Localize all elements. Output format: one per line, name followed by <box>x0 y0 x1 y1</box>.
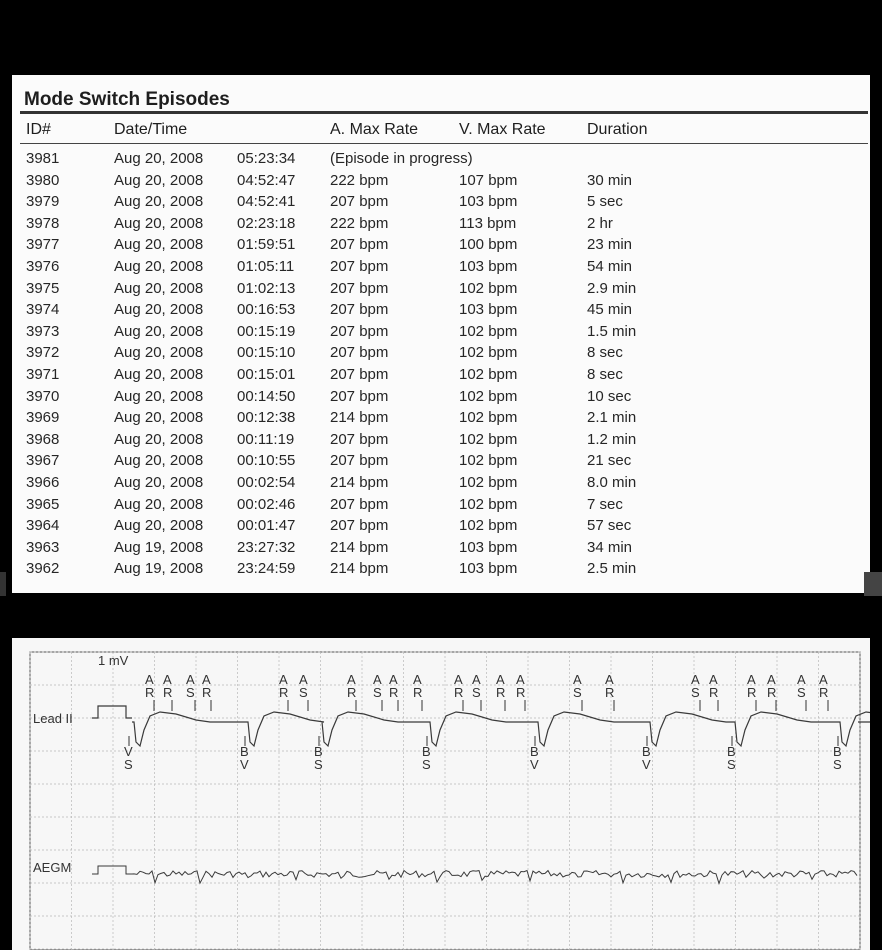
episode-time: 01:02:13 <box>237 279 296 297</box>
table-row <box>12 472 870 494</box>
atrial-marker-bottom: R <box>709 685 719 700</box>
episode-date: Aug 20, 2008 <box>114 473 204 491</box>
header-datetime: Date/Time <box>114 121 188 138</box>
episode-v-max-rate: 103 bpm <box>459 538 518 556</box>
episode-time: 00:11:19 <box>237 430 295 448</box>
episode-a-max-rate: 207 bpm <box>330 322 389 340</box>
episode-duration: 34 min <box>587 538 633 556</box>
episode-duration: 21 sec <box>587 452 632 470</box>
ventricular-marker-channel <box>124 736 842 772</box>
episode-v-max-rate: 113 bpm <box>459 214 517 232</box>
episode-v-max-rate: 102 bpm <box>459 473 518 491</box>
episode-a-max-rate: 207 bpm <box>330 387 389 405</box>
ventricular-marker-top: B <box>422 744 431 759</box>
episode-date: Aug 20, 2008 <box>114 214 204 232</box>
episode-id: 3981 <box>26 150 60 167</box>
episode-duration: 57 sec <box>587 517 632 535</box>
episode-date: Aug 20, 2008 <box>114 365 204 383</box>
episode-date: Aug 19, 2008 <box>114 538 204 556</box>
atrial-marker-top: A <box>767 672 776 687</box>
ecg-grid <box>30 652 860 950</box>
ventricular-marker-top: V <box>124 744 133 759</box>
episode-id: 3967 <box>26 452 60 470</box>
atrial-marker-top: A <box>347 672 356 687</box>
episode-id: 3974 <box>26 301 60 319</box>
episode-v-max-rate: 102 bpm <box>459 409 518 427</box>
table-row <box>12 342 870 364</box>
scale-label: 1 mV <box>98 653 129 668</box>
episode-a-max-rate: 207 bpm <box>330 257 389 275</box>
atrial-marker-top: A <box>496 672 505 687</box>
scan-edge-mark <box>864 572 882 596</box>
title-rule <box>20 111 868 114</box>
episode-v-max-rate: 102 bpm <box>459 365 518 383</box>
atrial-marker-top: A <box>145 672 154 687</box>
table-row <box>12 407 870 429</box>
episode-date: Aug 20, 2008 <box>114 322 204 340</box>
episode-time: 23:24:59 <box>237 560 296 578</box>
episode-a-max-rate: 207 bpm <box>330 344 389 362</box>
episode-a-max-rate: 207 bpm <box>330 452 389 470</box>
episode-time: 04:52:41 <box>237 193 296 211</box>
atrial-marker-bottom: R <box>145 685 155 700</box>
episode-v-max-rate: 102 bpm <box>459 517 518 535</box>
episode-a-max-rate: 214 bpm <box>330 538 389 556</box>
atrial-marker-top: A <box>709 672 718 687</box>
episode-duration: 30 min <box>587 171 633 189</box>
episode-v-max-rate: 102 bpm <box>459 322 518 340</box>
lead-ii-trace <box>132 712 870 746</box>
episode-id: 3970 <box>26 387 60 405</box>
episode-time: 00:16:53 <box>237 301 296 319</box>
episode-duration: 5 sec <box>587 193 623 211</box>
atrial-marker-bottom: R <box>413 685 423 700</box>
atrial-marker-bottom: R <box>347 685 357 700</box>
atrial-marker-top: A <box>373 672 382 687</box>
table-row <box>12 537 870 559</box>
episode-time: 00:15:10 <box>237 344 296 362</box>
episode-time: 00:02:46 <box>237 495 296 513</box>
ventricular-marker-bottom: S <box>124 757 133 772</box>
atrial-marker-bottom: S <box>186 685 195 700</box>
episode-time: 04:52:47 <box>237 171 296 189</box>
episode-id: 3979 <box>26 193 60 211</box>
table-row <box>12 450 870 472</box>
episode-id: 3973 <box>26 322 60 340</box>
atrial-marker-bottom: R <box>279 685 289 700</box>
atrial-marker-top: A <box>299 672 308 687</box>
lead-calibration-pulse <box>92 706 132 718</box>
header-a-max-rate: A. Max Rate <box>330 121 419 138</box>
episode-time: 23:27:32 <box>237 538 296 556</box>
egm-strip-svg <box>12 638 870 950</box>
ventricular-marker-top: B <box>642 744 651 759</box>
episode-id: 3966 <box>26 473 60 491</box>
atrial-marker-top: A <box>819 672 828 687</box>
atrial-marker-bottom: R <box>454 685 464 700</box>
atrial-marker-bottom: S <box>373 685 382 700</box>
episode-time: 01:05:11 <box>237 257 295 275</box>
atrial-marker-bottom: R <box>747 685 757 700</box>
episode-date: Aug 20, 2008 <box>114 344 204 362</box>
episode-date: Aug 20, 2008 <box>114 193 204 211</box>
episode-date: Aug 20, 2008 <box>114 409 204 427</box>
episode-a-max-rate: 207 bpm <box>330 495 389 513</box>
episode-a-max-rate: 207 bpm <box>330 279 389 297</box>
table-row <box>12 234 870 256</box>
episode-a-max-rate: 222 bpm <box>330 214 389 232</box>
episode-v-max-rate: 102 bpm <box>459 344 518 362</box>
atrial-marker-bottom: R <box>605 685 615 700</box>
header-id: ID# <box>26 121 51 138</box>
atrial-marker-top: A <box>747 672 756 687</box>
episode-id: 3965 <box>26 495 60 513</box>
episode-id: 3976 <box>26 257 60 275</box>
episode-v-max-rate: 102 bpm <box>459 430 518 448</box>
episode-a-max-rate: 214 bpm <box>330 409 389 427</box>
episode-v-max-rate: 100 bpm <box>459 236 518 254</box>
table-row <box>12 515 870 537</box>
table-row <box>12 386 870 408</box>
episode-v-max-rate: 103 bpm <box>459 560 518 578</box>
episode-date: Aug 20, 2008 <box>114 452 204 470</box>
episode-id: 3962 <box>26 560 60 578</box>
table-row <box>12 321 870 343</box>
episode-id: 3969 <box>26 409 60 427</box>
episode-a-max-rate: 207 bpm <box>330 517 389 535</box>
atrial-marker-top: A <box>605 672 614 687</box>
episode-date: Aug 20, 2008 <box>114 257 204 275</box>
ventricular-marker-bottom: V <box>240 757 249 772</box>
scan-edge-mark <box>0 572 6 596</box>
atrial-marker-bottom: R <box>516 685 526 700</box>
table-row <box>12 256 870 278</box>
atrial-marker-bottom: S <box>472 685 481 700</box>
episode-table-body <box>12 148 870 580</box>
ventricular-marker-top: B <box>240 744 249 759</box>
episode-date: Aug 20, 2008 <box>114 279 204 297</box>
aegm-calibration-pulse <box>92 866 132 874</box>
atrial-marker-top: A <box>202 672 211 687</box>
episode-date: Aug 20, 2008 <box>114 495 204 513</box>
episode-duration: 45 min <box>587 301 633 319</box>
episode-a-max-rate: 214 bpm <box>330 473 389 491</box>
episode-duration: 2.9 min <box>587 279 637 297</box>
episode-time: 00:10:55 <box>237 452 296 470</box>
atrial-marker-top: A <box>279 672 288 687</box>
atrial-marker-bottom: S <box>797 685 806 700</box>
aegm-label: AEGM <box>33 860 72 875</box>
episode-time: 00:02:54 <box>237 473 296 491</box>
episode-id: 3978 <box>26 214 60 232</box>
episode-time: 02:23:18 <box>237 214 296 232</box>
atrial-marker-bottom: R <box>202 685 212 700</box>
table-row <box>12 278 870 300</box>
episode-id: 3975 <box>26 279 60 297</box>
episode-v-max-rate: 102 bpm <box>459 279 518 297</box>
episode-time: 00:12:38 <box>237 409 296 427</box>
episode-duration: 8.0 min <box>587 473 637 491</box>
ventricular-marker-top: B <box>833 744 842 759</box>
episode-id: 3980 <box>26 171 60 189</box>
ventricular-marker-top: B <box>727 744 736 759</box>
episode-v-max-rate: 103 bpm <box>459 257 518 275</box>
ventricular-marker-bottom: V <box>530 757 539 772</box>
episode-date: Aug 20, 2008 <box>114 430 204 448</box>
table-row <box>12 213 870 235</box>
table-row <box>12 429 870 451</box>
atrial-marker-bottom: R <box>163 685 173 700</box>
episode-date: Aug 19, 2008 <box>114 560 204 578</box>
ventricular-marker-bottom: S <box>422 757 431 772</box>
atrial-marker-top: A <box>573 672 582 687</box>
header-v-max-rate: V. Max Rate <box>459 121 546 138</box>
episode-v-max-rate: 102 bpm <box>459 495 518 513</box>
episode-a-max-rate: 207 bpm <box>330 430 389 448</box>
episode-duration: 1.5 min <box>587 322 637 340</box>
atrial-marker-bottom: R <box>496 685 506 700</box>
ventricular-marker-bottom: S <box>727 757 736 772</box>
episode-v-max-rate: 102 bpm <box>459 452 518 470</box>
table-row <box>12 191 870 213</box>
episode-id: 3968 <box>26 430 60 448</box>
atrial-marker-top: A <box>797 672 806 687</box>
table-row <box>12 364 870 386</box>
episode-date: Aug 20, 2008 <box>114 301 204 319</box>
ventricular-marker-top: B <box>530 744 539 759</box>
mode-switch-report <box>12 75 870 593</box>
episode-v-max-rate: 107 bpm <box>459 171 518 189</box>
episode-time: 00:15:01 <box>237 365 296 383</box>
atrial-marker-bottom: R <box>819 685 829 700</box>
atrial-marker-top: A <box>389 672 398 687</box>
episode-time: 05:23:34 <box>237 150 296 167</box>
atrial-marker-bottom: S <box>299 685 308 700</box>
episode-a-max-rate: 207 bpm <box>330 236 389 254</box>
episode-duration: 8 sec <box>587 344 623 362</box>
episode-duration: 8 sec <box>587 365 623 383</box>
episode-id: 3971 <box>26 365 60 383</box>
atrial-marker-bottom: S <box>573 685 582 700</box>
atrial-marker-top: A <box>413 672 422 687</box>
episode-id: 3972 <box>26 344 60 362</box>
episode-a-max-rate: 207 bpm <box>330 365 389 383</box>
atrial-marker-bottom: S <box>691 685 700 700</box>
table-row <box>12 299 870 321</box>
episode-duration: 2.1 min <box>587 409 637 427</box>
atrial-marker-top: A <box>186 672 195 687</box>
atrial-marker-top: A <box>691 672 700 687</box>
episode-note: (Episode in progress) <box>330 150 473 167</box>
table-row <box>12 148 870 170</box>
atrial-marker-top: A <box>163 672 172 687</box>
table-row <box>12 558 870 580</box>
episode-id: 3977 <box>26 236 60 254</box>
episode-time: 01:59:51 <box>237 236 296 254</box>
episode-duration: 2 hr <box>587 214 613 232</box>
episode-date: Aug 20, 2008 <box>114 150 204 167</box>
episode-date: Aug 20, 2008 <box>114 171 204 189</box>
episode-time: 00:14:50 <box>237 387 296 405</box>
episode-time: 00:15:19 <box>237 322 296 340</box>
atrial-marker-bottom: R <box>389 685 399 700</box>
table-row <box>12 494 870 516</box>
episode-time: 00:01:47 <box>237 517 296 535</box>
episode-a-max-rate: 214 bpm <box>330 560 389 578</box>
episode-duration: 1.2 min <box>587 430 637 448</box>
lead-label: Lead II <box>33 711 73 726</box>
episode-date: Aug 20, 2008 <box>114 387 204 405</box>
episode-v-max-rate: 102 bpm <box>459 387 518 405</box>
ventricular-marker-bottom: S <box>314 757 323 772</box>
episode-a-max-rate: 207 bpm <box>330 301 389 319</box>
header-duration: Duration <box>587 121 648 138</box>
episode-duration: 54 min <box>587 257 633 275</box>
ventricular-marker-top: B <box>314 744 323 759</box>
episode-v-max-rate: 103 bpm <box>459 193 518 211</box>
atrial-marker-top: A <box>472 672 481 687</box>
episode-id: 3964 <box>26 517 60 535</box>
episode-date: Aug 20, 2008 <box>114 517 204 535</box>
egm-strip <box>12 638 870 950</box>
episode-duration: 10 sec <box>587 387 632 405</box>
atrial-marker-top: A <box>454 672 463 687</box>
table-row <box>12 170 870 192</box>
ventricular-marker-bottom: V <box>642 757 651 772</box>
episode-a-max-rate: 222 bpm <box>330 171 389 189</box>
episode-duration: 23 min <box>587 236 633 254</box>
episode-v-max-rate: 103 bpm <box>459 301 518 319</box>
ventricular-marker-bottom: S <box>833 757 842 772</box>
episode-duration: 2.5 min <box>587 560 637 578</box>
episode-id: 3963 <box>26 538 60 556</box>
episode-duration: 7 sec <box>587 495 623 513</box>
report-title: Mode Switch Episodes <box>24 89 230 110</box>
atrial-marker-top: A <box>516 672 525 687</box>
atrial-marker-bottom: R <box>767 685 777 700</box>
aegm-trace <box>132 871 857 884</box>
episode-date: Aug 20, 2008 <box>114 236 204 254</box>
header-rule <box>20 143 868 144</box>
episode-a-max-rate: 207 bpm <box>330 193 389 211</box>
